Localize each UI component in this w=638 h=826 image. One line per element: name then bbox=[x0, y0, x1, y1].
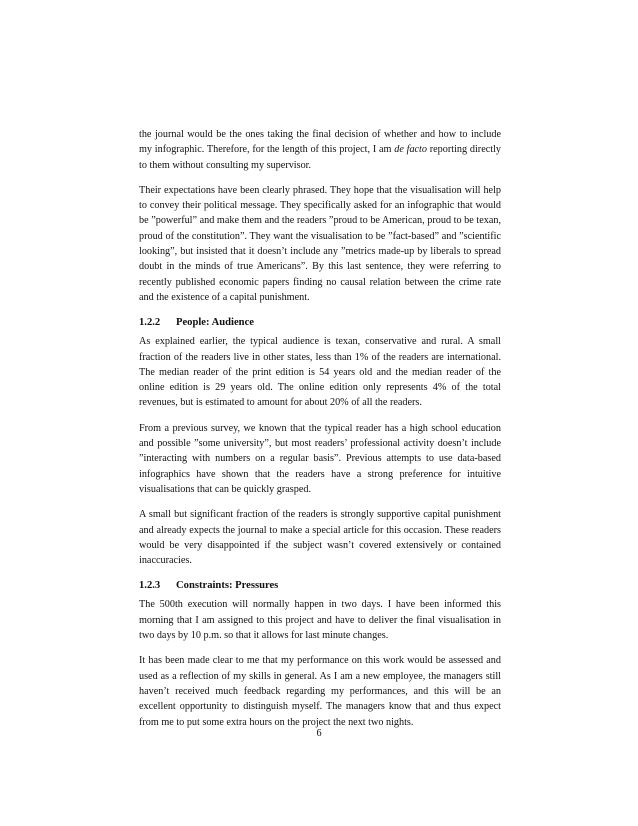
section-heading-audience bbox=[139, 315, 501, 330]
paragraph-audience-demographics: As explained earlier, the typical audience is texan, conservative and rural. A small fraction of the readers live in other states, less than 1% of the readers are international. The median reader of the print edition is 54 years old and the median reader of the online edition is 29 years old. The online edition only represents 4% of the total revenues, but is estimated to amount for about 20% of all the readers. bbox=[139, 336, 501, 409]
paragraph-journal-decision bbox=[139, 127, 501, 173]
emphasis-text: de facto bbox=[394, 144, 427, 156]
body-text bbox=[139, 127, 501, 740]
paragraph-text: the journal would be the ones taking the final decision of whether and how to include my infographic. Therefore, for the length of this project, I am bbox=[139, 129, 501, 156]
paragraph-constraints-performance: It has been made clear to me that my performance on this work would be assessed and used as a reflection of my skills in general. As I am a new employee, the managers still haven’t received much feedback regarding my performances, and this will be an excellent opportunity to distinguish myself. The managers know that and thus expect from me to put some extra hours on the project the next two nights. bbox=[139, 655, 501, 728]
page-number: 6 bbox=[316, 728, 322, 739]
section-number: 1.2.3 bbox=[139, 580, 161, 592]
section-title: Constraints: Pressures bbox=[176, 580, 279, 592]
paragraph-audience-supporters: A small but significant fraction of the readers is strongly supportive capital punishment and already expects the journal to make a special article for this occasion. These readers would be very disappointed if the subject wasn’t covered extensively or contained inaccuracies. bbox=[139, 509, 501, 567]
section-number: 1.2.2 bbox=[139, 317, 161, 329]
section-heading-constraints bbox=[139, 578, 501, 593]
section-title: People: Audience bbox=[176, 317, 254, 329]
paragraph-audience-survey: From a previous survey, we known that the typical reader has a high school education and possible ”some university”, but most readers’ professional activity doesn’t include ”interacting with numbers on a regular basis”. Previous attempts to use data-based infographics have shown that the readers have a strong preference for intuitive visualisations that can be quickly grasped. bbox=[139, 422, 501, 495]
paragraph-text: reporting directly to them without consulting my supervisor. bbox=[139, 144, 501, 171]
paragraph-constraints-deadline: The 500th execution will normally happen in two days. I have been informed this morning that I am assigned to this project and have to deliver the final visualisation in two days by 10 p.m. so that it allows for last minute changes. bbox=[139, 599, 501, 642]
paragraph-expectations: Their expectations have been clearly phrased. They hope that the visualisation will help to convey their political message. They specifically asked for an infographic that would be ”powerful” and make them and the readers ”proud to be American, proud to be texan, proud of the constitution”. They want the visualisation to be ”fact-based” and ”scientific looking”, but insisted that it doesn’t include any ”metrics made-up by liberals to spread doubt in the minds of true Americans”. By this last sentence, they were referring to recently published economic papers finding no causal relation between the crime rate and the existence of a capital punishment. bbox=[139, 184, 501, 303]
